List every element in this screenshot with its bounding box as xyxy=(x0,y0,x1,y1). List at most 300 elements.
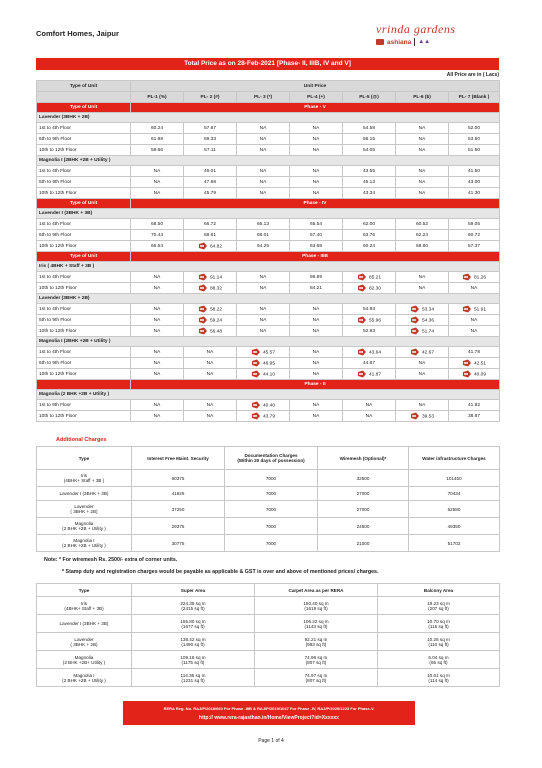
price-cell xyxy=(290,272,343,283)
price-value: NA xyxy=(365,413,373,419)
price-cell xyxy=(237,177,290,188)
charges-type: Magnolia (2 BHK +2B + Utility ) xyxy=(37,518,132,535)
price-value: NA xyxy=(153,317,161,323)
table-row xyxy=(37,219,500,230)
price-cell xyxy=(131,145,184,156)
price-value: 81.26 xyxy=(473,275,486,281)
price-cell xyxy=(449,358,500,369)
rera-link[interactable]: http:// www.rera-rajasthan.in/Home/ViewProject?id=Xxxxxx xyxy=(199,715,339,721)
price-cell xyxy=(396,347,449,358)
table-row xyxy=(37,230,500,241)
price-value: 64.82 xyxy=(209,244,222,250)
price-cell xyxy=(290,134,343,145)
price-value: 59.66 xyxy=(150,147,163,153)
table-row xyxy=(37,326,500,337)
area-type: Magnolia (2 BHK +2B+ Utility ) xyxy=(37,651,132,669)
price-cell xyxy=(396,369,449,380)
price-cell xyxy=(290,358,343,369)
price-value: NA xyxy=(418,274,426,280)
area-table xyxy=(36,583,500,687)
price-value: NA xyxy=(312,402,320,408)
price-value: 61.98 xyxy=(150,136,163,142)
price-cell xyxy=(237,219,290,230)
price-value: 41.92 xyxy=(467,402,480,408)
price-value: NA xyxy=(418,371,426,377)
price-value: 62.24 xyxy=(415,232,428,238)
price-value: NA xyxy=(418,402,426,408)
price-value: 66.54 xyxy=(150,243,163,249)
logo-divider xyxy=(414,38,415,46)
price-value: NA xyxy=(153,285,161,291)
charges-value: 21000 xyxy=(318,535,409,552)
price-value: 60.72 xyxy=(467,232,480,238)
floor-label: 1st to 4th Floor xyxy=(37,347,131,358)
price-cell xyxy=(343,326,396,337)
charges-value: 49350 xyxy=(409,518,500,535)
price-value: NA xyxy=(153,274,161,280)
area-row xyxy=(37,633,500,651)
charges-value: 70434 xyxy=(409,487,500,501)
price-value: 54.58 xyxy=(362,125,375,131)
table-row xyxy=(37,188,500,199)
charges-row xyxy=(37,470,500,487)
price-value: 38.87 xyxy=(467,413,480,419)
unit-group-row xyxy=(37,337,500,347)
price-cell xyxy=(343,315,396,326)
floor-label: 10th to 12th Floor xyxy=(37,283,131,294)
area-type: Lavender ( 3BHK + 2B) xyxy=(37,633,132,651)
price-cell xyxy=(449,400,500,411)
price-value: NA xyxy=(206,402,214,408)
table-row xyxy=(37,145,500,156)
price-cell xyxy=(184,166,237,177)
price-value: 44.10 xyxy=(262,372,275,378)
charges-value: 7000 xyxy=(225,535,318,552)
price-value: 58.22 xyxy=(209,307,222,313)
sold-tag-icon xyxy=(357,316,367,324)
charges-value: 32500 xyxy=(318,470,409,487)
floor-label: 10th to 12th Floor xyxy=(37,411,131,422)
price-value: NA xyxy=(153,306,161,312)
price-value: NA xyxy=(153,360,161,366)
price-value: NA xyxy=(153,328,161,334)
price-level-header: PL- 7 (Blank ) xyxy=(449,92,500,103)
charges-header: Interest Free Maint. Security xyxy=(132,447,225,470)
price-cell xyxy=(237,326,290,337)
price-value: 67.40 xyxy=(309,232,322,238)
price-value: NA xyxy=(418,136,426,142)
price-cell xyxy=(343,123,396,134)
sold-tag-icon xyxy=(198,242,208,250)
price-cell xyxy=(237,283,290,294)
price-value: NA xyxy=(418,285,426,291)
price-cell xyxy=(131,411,184,422)
price-cell xyxy=(343,241,396,252)
price-cell xyxy=(237,369,290,380)
price-cell xyxy=(290,188,343,199)
price-value: NA xyxy=(312,413,320,419)
table-row xyxy=(37,272,500,283)
charges-row xyxy=(37,535,500,552)
floor-label: 5th to 9th Floor xyxy=(37,134,131,145)
sold-tag-icon xyxy=(251,412,261,420)
price-cell xyxy=(396,219,449,230)
price-value: 41.50 xyxy=(467,168,480,174)
price-cell xyxy=(449,272,500,283)
price-value: NA xyxy=(153,371,161,377)
floor-label: 1st to 4th Floor xyxy=(37,123,131,134)
charges-value: 7000 xyxy=(225,487,318,501)
price-cell xyxy=(396,304,449,315)
price-cell xyxy=(184,145,237,156)
brand-logo xyxy=(376,22,498,50)
price-value: NA xyxy=(312,179,320,185)
sold-tag-icon xyxy=(357,284,367,292)
price-cell xyxy=(131,219,184,230)
price-cell xyxy=(396,134,449,145)
price-cell xyxy=(237,188,290,199)
price-value: NA xyxy=(470,317,478,323)
charges-value: 7000 xyxy=(225,518,318,535)
price-value: 39.53 xyxy=(421,414,434,420)
price-value: 66.72 xyxy=(203,221,216,227)
price-value: NA xyxy=(418,125,426,131)
type-of-unit-header: Type of Unit xyxy=(37,81,131,92)
table-row xyxy=(37,166,500,177)
area-value: 10.70 sq m (115 sq ft) xyxy=(378,615,500,633)
price-cell xyxy=(131,134,184,145)
floor-label: 1st to 4th Floor xyxy=(37,166,131,177)
price-value: NA xyxy=(259,147,267,153)
price-value: NA xyxy=(259,328,267,334)
price-cell xyxy=(184,315,237,326)
price-value: 41.30 xyxy=(467,190,480,196)
area-type: Magnolia I (2 BHK +2B + Utility ) xyxy=(37,669,132,687)
floor-label: 10th to 12th Floor xyxy=(37,369,131,380)
charges-type: Iris (4BHK+ Staff + 3B ) xyxy=(37,470,132,487)
price-cell xyxy=(396,241,449,252)
price-value: 43.55 xyxy=(362,168,375,174)
price-value: NA xyxy=(153,413,161,419)
charges-value: 24500 xyxy=(318,518,409,535)
price-cell xyxy=(131,400,184,411)
price-value: NA xyxy=(312,190,320,196)
price-value: 41.87 xyxy=(368,372,381,378)
sold-tag-icon xyxy=(410,316,420,324)
price-cell xyxy=(343,272,396,283)
table-row xyxy=(37,358,500,369)
price-cell xyxy=(396,411,449,422)
area-header: Type xyxy=(37,584,132,597)
price-value: NA xyxy=(312,136,320,142)
price-cell xyxy=(343,230,396,241)
price-value: NA xyxy=(418,147,426,153)
price-cell xyxy=(184,304,237,315)
price-value: 43.34 xyxy=(362,190,375,196)
table-row xyxy=(37,123,500,134)
price-cell xyxy=(237,145,290,156)
phase-type-label: Type of Unit xyxy=(37,252,131,262)
price-cell xyxy=(290,369,343,380)
charges-value: 7000 xyxy=(225,470,318,487)
price-value: 57.11 xyxy=(204,147,216,153)
area-header: Balcony Area xyxy=(378,584,500,597)
price-cell xyxy=(237,272,290,283)
price-value: 45.13 xyxy=(362,179,375,185)
price-cell xyxy=(290,347,343,358)
price-value: NA xyxy=(206,371,214,377)
floor-label: 5th to 9th Floor xyxy=(37,358,131,369)
sold-tag-icon xyxy=(198,273,208,281)
area-row xyxy=(37,597,500,615)
price-level-header: PL-6 ($) xyxy=(396,92,449,103)
charges-row xyxy=(37,501,500,518)
sold-tag-icon xyxy=(462,273,472,281)
price-cell xyxy=(449,304,500,315)
price-value: 59.24 xyxy=(209,318,222,324)
price-cell xyxy=(184,411,237,422)
unit-group-row xyxy=(37,113,500,123)
price-cell xyxy=(184,230,237,241)
price-cell xyxy=(290,166,343,177)
area-value: 74.96 sq m (807 sq ft) xyxy=(255,651,378,669)
charges-header-row xyxy=(37,447,500,470)
charges-value: 30775 xyxy=(132,535,225,552)
area-type: Lavender I (3BHK + 3B) xyxy=(37,615,132,633)
phase-row xyxy=(37,103,500,113)
phase-row xyxy=(37,199,500,209)
price-value: 65.54 xyxy=(309,221,322,227)
price-value: 43.00 xyxy=(467,179,480,185)
area-header-row xyxy=(37,584,500,597)
price-cell xyxy=(237,230,290,241)
price-value: 63.68 xyxy=(309,243,322,249)
price-value: 68.50 xyxy=(150,221,163,227)
price-cell xyxy=(237,134,290,145)
price-value: NA xyxy=(153,349,161,355)
wiremesh-note: Note: * For wiremesh Rs. 2500/- extra of corner units. xyxy=(44,557,178,563)
sold-tag-icon xyxy=(357,273,367,281)
price-value: NA xyxy=(470,328,478,334)
price-cell xyxy=(396,123,449,134)
price-cell xyxy=(184,358,237,369)
price-value: 52.00 xyxy=(467,125,480,131)
price-cell xyxy=(343,177,396,188)
area-value: 74.97 sq m (807 sq ft) xyxy=(255,669,378,687)
price-value: 51.91 xyxy=(473,307,486,313)
price-cell xyxy=(290,400,343,411)
price-value: NA xyxy=(312,349,320,355)
charges-value: 27000 xyxy=(318,487,409,501)
price-cell xyxy=(396,358,449,369)
sold-tag-icon xyxy=(410,327,420,335)
price-cell xyxy=(131,230,184,241)
area-value: 138.42 sq m (1490 sq ft) xyxy=(132,633,255,651)
price-cell xyxy=(184,134,237,145)
sold-tag-icon xyxy=(410,305,420,313)
price-value: 53.50 xyxy=(467,136,480,142)
charges-value: 27000 xyxy=(318,501,409,518)
price-value: NA xyxy=(259,179,267,185)
stamp-duty-note: * Stamp duty and registration charges would be payable as applicable & GST is over and above of mentioned prices/ charges. xyxy=(62,569,379,575)
phase-row xyxy=(37,380,500,390)
area-value: 19.23 sq m (207 sq ft) xyxy=(378,597,500,615)
floor-label: 10th to 12th Floor xyxy=(37,188,131,199)
price-cell xyxy=(184,272,237,283)
price-value: 66.13 xyxy=(256,221,269,227)
price-value: NA xyxy=(418,168,426,174)
footer-banner xyxy=(123,701,415,725)
charges-type: Lavender ( 3BHK + 2B) xyxy=(37,501,132,518)
price-value: NA xyxy=(312,371,320,377)
price-value: 42.67 xyxy=(421,350,434,356)
charges-value: 101450 xyxy=(409,470,500,487)
price-value: NA xyxy=(365,402,373,408)
price-cell xyxy=(449,219,500,230)
price-value: 40.09 xyxy=(473,372,486,378)
sold-tag-icon xyxy=(251,359,261,367)
price-cell xyxy=(343,400,396,411)
price-level-header: PL-4 (+) xyxy=(290,92,343,103)
unit-group-row xyxy=(37,209,500,219)
charges-type: Magnolia I (2 BHK +2B + Utility ) xyxy=(37,535,132,552)
price-value: 59.33 xyxy=(203,136,216,142)
price-value: 60.24 xyxy=(150,125,163,131)
price-value: 70.44 xyxy=(150,232,163,238)
price-cell xyxy=(449,166,500,177)
price-cell xyxy=(290,315,343,326)
sold-tag-icon xyxy=(462,370,472,378)
charges-header: Wiremesh (Optional)* xyxy=(318,447,409,470)
table-row xyxy=(37,134,500,145)
price-value: NA xyxy=(470,285,478,291)
price-level-header: PL- 2 (#) xyxy=(184,92,237,103)
additional-charges-table xyxy=(36,446,500,552)
area-header: Carpet Area as per RERA xyxy=(255,584,378,597)
price-cell xyxy=(184,369,237,380)
logo-title: vrinda gardens xyxy=(376,22,456,36)
price-value: 51.50 xyxy=(467,147,480,153)
unit-group-name: Magnolia I (2BHK +2B + Utility ) xyxy=(37,337,500,347)
price-cell xyxy=(237,304,290,315)
price-cell xyxy=(396,145,449,156)
price-cell xyxy=(449,283,500,294)
page-number: Page 1 of 4 xyxy=(258,738,284,744)
price-cell xyxy=(396,188,449,199)
area-value: 10.61 sq m (114 sq ft) xyxy=(378,669,500,687)
price-cell xyxy=(396,230,449,241)
table-row xyxy=(37,283,500,294)
table-row xyxy=(37,315,500,326)
price-value: NA xyxy=(206,413,214,419)
phase-type-label xyxy=(37,380,131,390)
price-cell xyxy=(449,123,500,134)
phase-label: Phase - II xyxy=(131,380,500,390)
price-cell xyxy=(131,241,184,252)
unit-group-row xyxy=(37,390,500,400)
price-cell xyxy=(396,166,449,177)
area-row xyxy=(37,651,500,669)
area-value: 92.21 sq m (993 sq ft) xyxy=(255,633,378,651)
price-cell xyxy=(343,369,396,380)
unit-group-name: Magnolia (2 BHK +2B + Utility ) xyxy=(37,390,500,400)
sold-tag-icon xyxy=(198,327,208,335)
price-value: NA xyxy=(312,360,320,366)
price-cell xyxy=(290,283,343,294)
price-cell xyxy=(290,145,343,156)
price-value: 84.21 xyxy=(309,285,322,291)
charges-value: 60375 xyxy=(132,470,225,487)
price-cell xyxy=(449,230,500,241)
price-cell xyxy=(131,123,184,134)
price-value: NA xyxy=(312,317,320,323)
price-value: 60.24 xyxy=(362,243,375,249)
price-cell xyxy=(343,166,396,177)
price-value: NA xyxy=(259,168,267,174)
price-value: 54.05 xyxy=(362,147,375,153)
sold-tag-icon xyxy=(198,284,208,292)
price-value: 52.93 xyxy=(362,328,375,334)
price-cell xyxy=(343,411,396,422)
phase-label: Phase - IIIB xyxy=(131,252,500,262)
price-cell xyxy=(449,411,500,422)
price-value: 40.40 xyxy=(262,403,275,409)
price-cell xyxy=(131,358,184,369)
price-cell xyxy=(290,230,343,241)
charges-header: Water infrastructure Charges xyxy=(409,447,500,470)
price-value: NA xyxy=(418,179,426,185)
floor-label: 10th to 12th Floor xyxy=(37,326,131,337)
price-cell xyxy=(449,134,500,145)
price-cell xyxy=(131,369,184,380)
price-cell xyxy=(449,315,500,326)
area-value: 224.35 sq m (2415 sq ft) xyxy=(132,597,255,615)
price-cell xyxy=(237,411,290,422)
price-cell xyxy=(131,188,184,199)
price-value: 55.96 xyxy=(368,318,381,324)
price-cell xyxy=(237,315,290,326)
price-value: NA xyxy=(153,190,161,196)
floor-label: 1st to 4th Floor xyxy=(37,304,131,315)
price-cell xyxy=(449,347,500,358)
sold-tag-icon xyxy=(251,370,261,378)
price-cell xyxy=(131,177,184,188)
price-cell xyxy=(184,123,237,134)
price-value: 64.25 xyxy=(256,243,269,249)
price-value: 58.80 xyxy=(415,243,428,249)
price-cell xyxy=(237,347,290,358)
price-value: 57.67 xyxy=(203,125,216,131)
partner-logo-icon: ▲▲ xyxy=(418,39,431,45)
area-value: 10.26 sq m (110 sq ft) xyxy=(378,633,500,651)
price-value: 85.21 xyxy=(368,275,381,281)
table-row xyxy=(37,177,500,188)
price-cell xyxy=(237,241,290,252)
price-value: NA xyxy=(418,190,426,196)
sold-tag-icon xyxy=(251,348,261,356)
price-value: NA xyxy=(312,328,320,334)
sold-tag-icon xyxy=(410,412,420,420)
area-value: 114.36 sq m (1231 sq ft) xyxy=(132,669,255,687)
price-value: 91.14 xyxy=(209,275,222,281)
price-value: NA xyxy=(418,360,426,366)
price-cell xyxy=(290,304,343,315)
price-unit-note: All Price are in ( Lacs) xyxy=(446,72,499,78)
price-cell xyxy=(290,411,343,422)
area-value: 106.22 sq m (1143 sq ft) xyxy=(255,615,378,633)
charges-row xyxy=(37,518,500,535)
floor-label: 1st to 4th Floor xyxy=(37,219,131,230)
